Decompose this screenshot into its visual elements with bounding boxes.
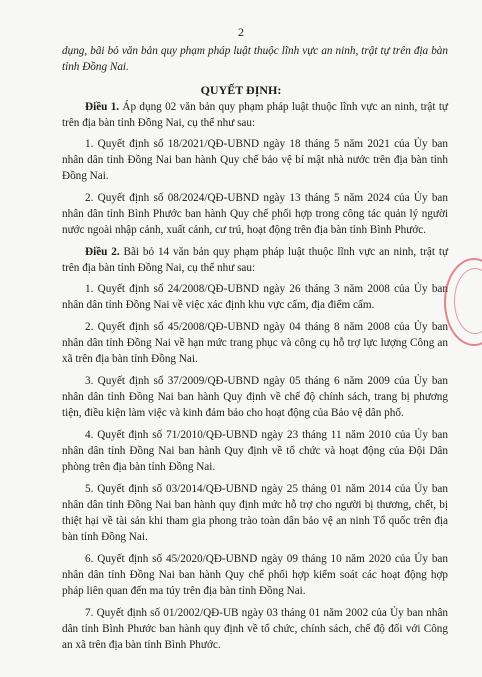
article-2-item: 4. Quyết định số 71/2010/QĐ-UBND ngày 23 tháng 11 năm 2010 của Ủy ban nhân dân tỉnh Đồng Nai ban hành Quy định về tổ chức và hoạt động của Đội Dân phòng trên địa bàn tỉnh Đồng Nai. <box>62 429 448 473</box>
document-body <box>62 99 448 659</box>
article-2-item: 7. Quyết định số 01/2002/QĐ-UB ngày 03 tháng 01 năm 2002 của Ủy ban nhân dân tỉnh Bình Phước ban hành quy định về tổ chức, chính sách, chế độ đối với Công an xã trên địa bàn tỉnh Bình Phước. <box>62 607 448 651</box>
article-1-label: Điều 1. <box>85 101 120 113</box>
page-number: 2 <box>238 25 244 39</box>
article-2-item: 3. Quyết định số 37/2009/QĐ-UBND ngày 05 tháng 6 năm 2009 của Ủy ban nhân dân tỉnh Đồng Nai ban hành Quy định về chế độ chính sách, trang bị phương tiện, điều kiện làm việc và kinh đảm bảo cho hoạt động của Bảo vệ dân phố. <box>62 375 448 419</box>
article-1-text: Áp dụng 02 văn bản quy phạm pháp luật thuộc lĩnh vực an ninh, trật tự trên địa bàn tỉnh Đồng Nai, cụ thể như sau: <box>62 101 448 129</box>
article-2-text: Bãi bỏ 14 văn bản quy phạm pháp luật thuộc lĩnh vực an ninh, trật tự trên địa bàn tỉnh Đồng Nai, cụ thể như sau: <box>62 246 449 274</box>
decision-heading: QUYẾT ĐỊNH: <box>200 83 282 97</box>
article-2-item: 6. Quyết định số 45/2020/QĐ-UBND ngày 09 tháng 10 năm 2020 của Ủy ban nhân dân tỉnh Đồng Nai ban hành Quy chế phối hợp kiểm soát các hoạt động hợp pháp liên quan đến ma túy trên địa bàn tỉnh Đồng Nai. <box>62 553 448 597</box>
article-2-label: Điều 2. <box>85 246 120 258</box>
article-1-item: 2. Quyết định số 08/2024/QĐ-UBND ngày 13 tháng 5 năm 2024 của Ủy ban nhân dân tỉnh Bình Phước ban hành Quy chế phối hợp trong công tác quản lý người nước ngoài nhập cảnh, xuất cảnh, cư trú, hoạt động trên địa bàn tỉnh Bình Phước. <box>62 192 448 236</box>
article-1-item: 1. Quyết định số 18/2021/QĐ-UBND ngày 18 tháng 5 năm 2021 của Ủy ban nhân dân tỉnh Đồng Nai ban hành Quy chế bảo vệ bí mật nhà nước trên địa bàn tỉnh Đồng Nai. <box>62 138 448 182</box>
article-2-item: 5. Quyết định số 03/2014/QĐ-UBND ngày 25 tháng 01 năm 2014 của Ủy ban nhân dân tỉnh Đồng Nai ban hành quy định mức hỗ trợ cho người bị thương, chết, bị thiệt hại về tài sản khi tham gia phong trào toàn dân bảo vệ an ninh Tổ quốc trên địa bàn tỉnh Đồng Nai. <box>62 483 448 543</box>
article-2-item: 2. Quyết định số 45/2008/QĐ-UBND ngày 04 tháng 8 năm 2008 của Ủy ban nhân dân tỉnh Đồng Nai về hạn mức trang phục và công cụ hỗ trợ lực lượng Công an xã trên địa bàn tỉnh Đồng Nai. <box>62 321 448 365</box>
intro-paragraph: dụng, bãi bỏ văn bản quy phạm pháp luật thuộc lĩnh vực an ninh, trật tự trên địa bàn tỉnh Đồng Nai. <box>62 45 448 73</box>
article-1-paragraph <box>62 99 448 131</box>
article-2-paragraph <box>62 244 448 276</box>
article-2-item: 1. Quyết định số 24/2008/QĐ-UBND ngày 26 tháng 3 năm 2008 của Ủy ban nhân dân tỉnh Đồng Nai về việc xác định khu vực cấm, địa điểm cấm. <box>62 283 448 311</box>
